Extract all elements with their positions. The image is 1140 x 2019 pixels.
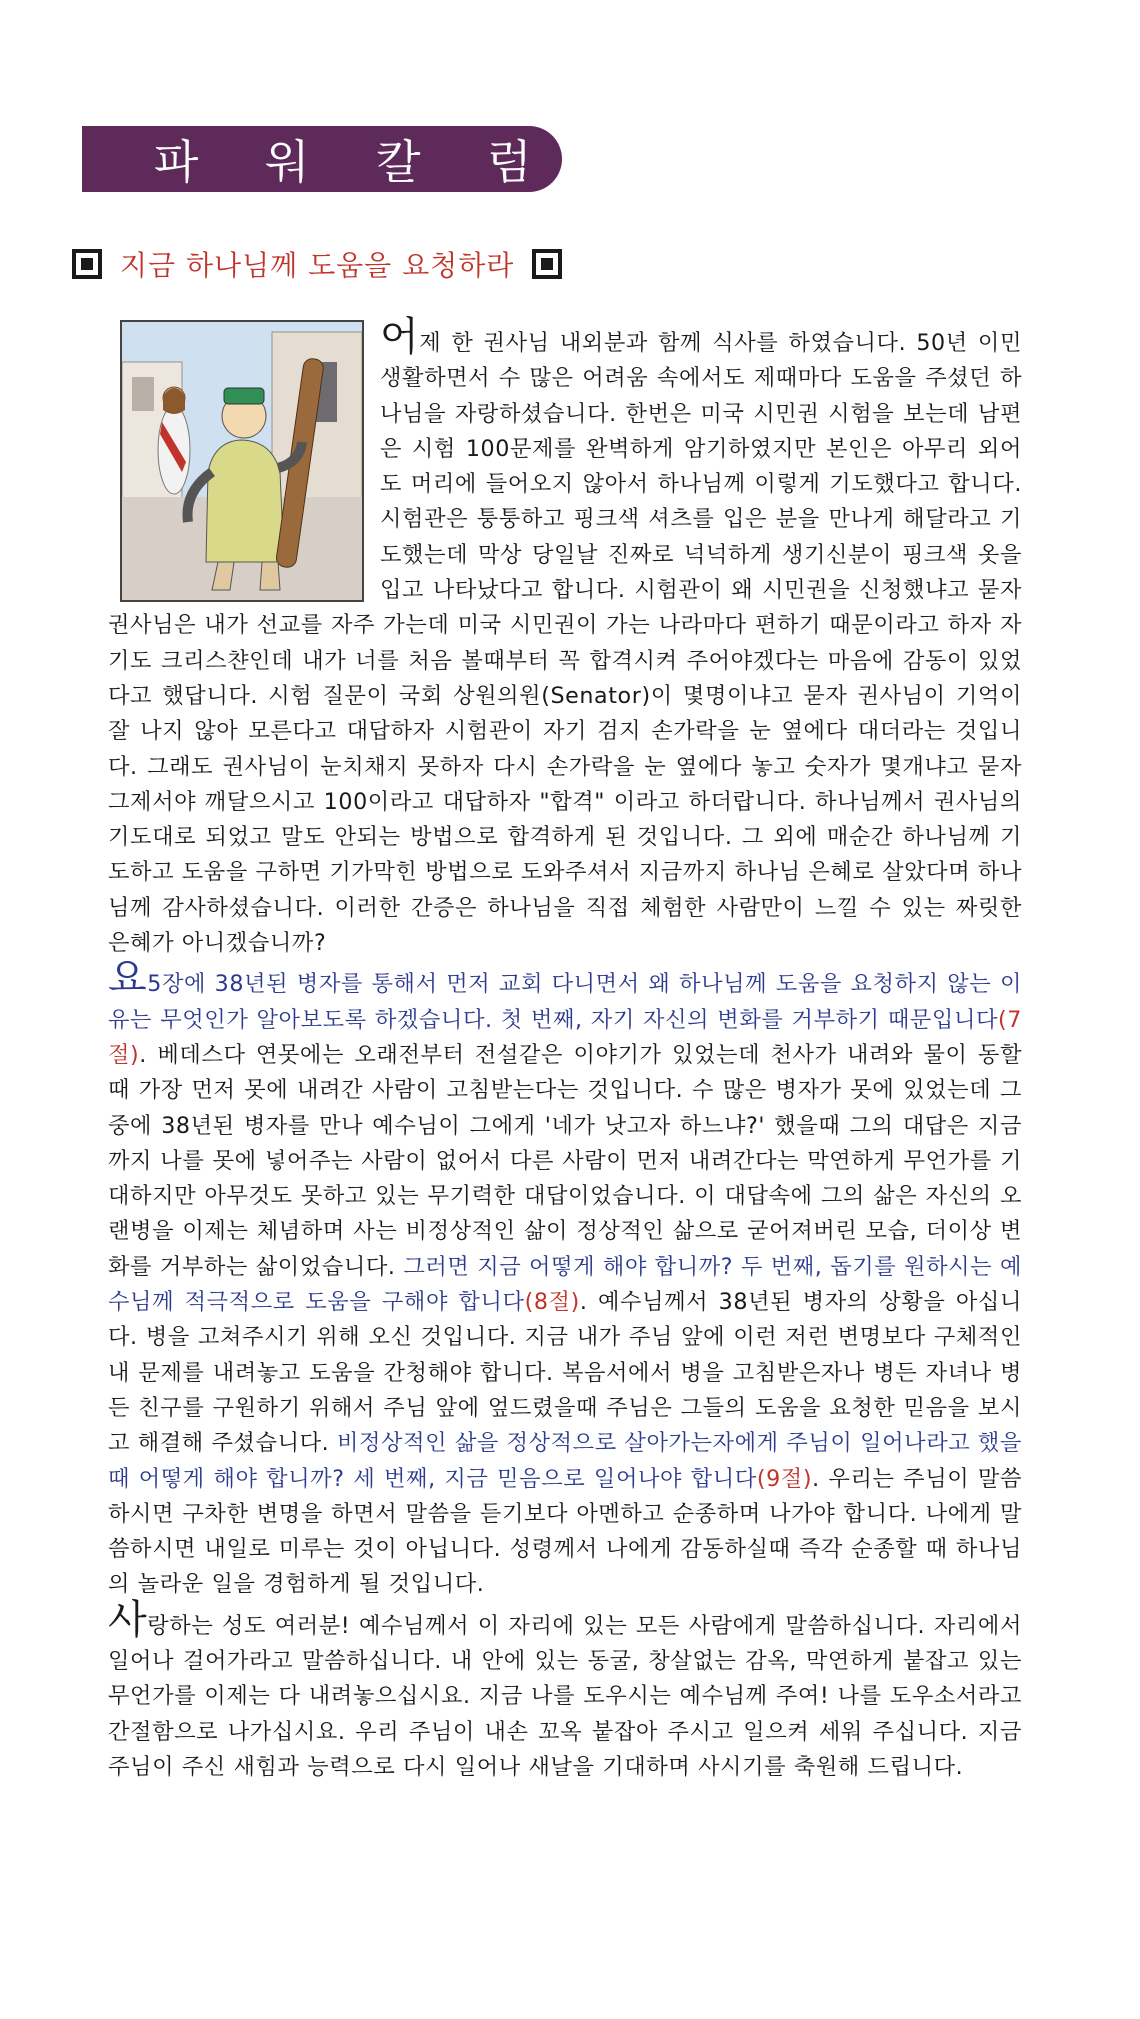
verse-reference: (7절) <box>108 1006 1022 1068</box>
paragraph-text: . 베데스다 연못에는 오래전부터 전설같은 이야기가 있었는데 천사가 내려와 물이 동할 때 가장 먼저 못에 내려간 사람이 고침받는다는 것입니다. 수 많은 병자가 못에 있었는데 그 중에 38년된 병자를 만나 예수님이 그에게 '네가 낫고자 하느냐?' 했을때 그의 대답은 지금까지 나를 못에 넣어주는 사람이 없어서 다른 사람이 먼저 내려간다는 막연하게 무언가를 기대하지만 아무것도 못하고 있는 무기력한 대답이었습니다. 이 대답속에 그의 삶은 자신의 오랜병을 이제는 체념하며 사는 비정상적인 삶이 정상적인 삶으로 굳어져버린 모습, 더이상 변화를 거부하는 삶이었습니다. <box>108 1041 1022 1280</box>
highlight-text: 그러면 지금 어떻게 해야 합니까? 두 번째, 돕기를 원하시는 예수님께 적극적으로 도움을 구해야 합니다 <box>108 1253 1022 1316</box>
banner-title: 파 워 칼 럼 <box>154 135 558 189</box>
drop-cap: 사 <box>108 1596 148 1643</box>
heading-title: 지금 하나님께 도움을 요청하라 <box>120 249 515 282</box>
drop-cap: 어 <box>380 314 420 360</box>
paragraph-text: 제 한 권사님 내외분과 함께 식사를 하였습니다. 50년 이민생활하면서 수 많은 어려움 속에서도 제때마다 도움을 주셨던 하나님을 자랑하셨습니다. 한번은 미국 시민권 시험을 보는데 남편은 시험 100문제를 완벽하게 암기하였지만 본인은 아무리 외어도 머리에 들어오지 않아서 하나님께 이렇게 기도했다고 합니다. 시험관은 퉁퉁하고 핑크색 셔츠를 입은 분을 만나게 해달라고 기도했는데 막상 당일날 진짜로 넉넉하게 생기신분이 핑크색 옷을 입고 나타났다고 합니다. 시험관이 왜 시민권을 신청했냐고 묻자 권사님은 내가 선교를 자주 가는데 미국 시민권이 가는 나라마다 편하기 때문이라고 하자 자기도 크리스챤인데 내가 너를 처음 볼때부터 꼭 합격시켜 주어야겠다는 마음에 감동이 있었다고 했답니다. 시험 질문이 국회 상원의원(Senator)이 몇명이냐고 묻자 권사님이 기억이 잘 나지 않아 모른다고 대답하자 시험관이 자기 검지 손가락을 눈 옆에다 대더라는 것입니다. 그래도 권사님이 눈치채지 못하자 다시 손가락을 눈 옆에다 놓고 숫자가 몇개냐고 묻자 그제서야 깨달으시고 100이라고 대답하자 "합격" 이라고 하더랍니다. 하나님께서 권사님의 기도대로 되었고 말도 안되는 방법으로 합격하게 된 것입니다. 그 외에 매순간 하나님께 기도하고 도움을 구하면 기가막힌 방법으로 도와주셔서 지금까지 하나님 은혜로 살았다며 하나님께 감사하셨습니다. 이러한 간증은 하나님을 직접 체험한 사람만이 느낄 수 있는 짜릿한 은혜가 아니겠습니까? <box>108 330 1022 957</box>
paragraph-3 <box>108 1596 1022 1785</box>
paragraph-text: 랑하는 성도 여러분! 예수님께서 이 자리에 있는 모든 사람에게 말씀하십니다. 자리에서 일어나 걸어가라고 말씀하십니다. 내 안에 있는 동굴, 창살없는 감옥, 막연하게 붙잡고 있는 무언가를 이제는 다 내려놓으십시요. 지금 나를 도우시는 예수님께 주여! 나를 도우소서라고 간절함으로 나가십시요. 우리 주님이 내손 꼬옥 붙잡아 주시고 일으켜 세워 주십니다. 지금 주님이 주신 새힘과 능력으로 다시 일어나 새날을 기대하며 사시기를 축원해 드립니다. <box>108 1612 1022 1780</box>
column-banner <box>82 126 562 192</box>
paragraph-2 <box>108 955 1022 1602</box>
article-body <box>108 314 1022 1785</box>
square-bullet-icon <box>532 249 562 279</box>
verse-reference: (9절) <box>756 1465 813 1492</box>
paragraph-text: . 우리는 주님이 말씀하시면 구차한 변명을 하면서 말씀을 듣기보다 아멘하고 순종하며 나가야 합니다. 나에게 말씀하시면 내일로 미루는 것이 아닙니다. 성령께서 나에게 감동하실때 즉각 순종할 때 하나님의 놀라운 일을 경험하게 될 것입니다. <box>108 1465 1022 1598</box>
paragraph-1 <box>108 314 1022 961</box>
illustration-spacer <box>108 320 380 600</box>
paragraph-text: . 예수님께서 38년된 병자의 상황을 아십니다. 병을 고쳐주시기 위해 오신 것입니다. 지금 내가 주님 앞에 이런 저런 변명보다 구체적인 내 문제를 내려놓고 도움을 간청해야 합니다. 복음서에서 병을 고침받은자나 병든 자녀나 병든 친구를 구원하기 위해서 주님 앞에 엎드렸을때 주님은 그들의 도움을 요청한 믿음을 보시고 해결해 주셨습니다. <box>108 1289 1022 1457</box>
drop-cap: 요 <box>108 955 148 1002</box>
article-heading <box>72 244 562 284</box>
verse-reference: (8절) <box>524 1289 580 1316</box>
highlight-text: 비정상적인 삶을 정상적으로 살아가는자에게 주님이 일어나라고 했을 때 어떻게 해야 합니까? 세 번째, 지금 믿음으로 일어나야 합니다 <box>108 1430 1022 1492</box>
highlight-text: 5장에 38년된 병자를 통해서 먼저 교회 다니면서 왜 하나님께 도움을 요청하지 않는 이유는 무엇인가 알아보도록 하겠습니다. 첫 번째, 자기 자신의 변화를 거부하기 때문입니다 <box>108 971 1022 1033</box>
square-bullet-icon <box>72 249 102 279</box>
